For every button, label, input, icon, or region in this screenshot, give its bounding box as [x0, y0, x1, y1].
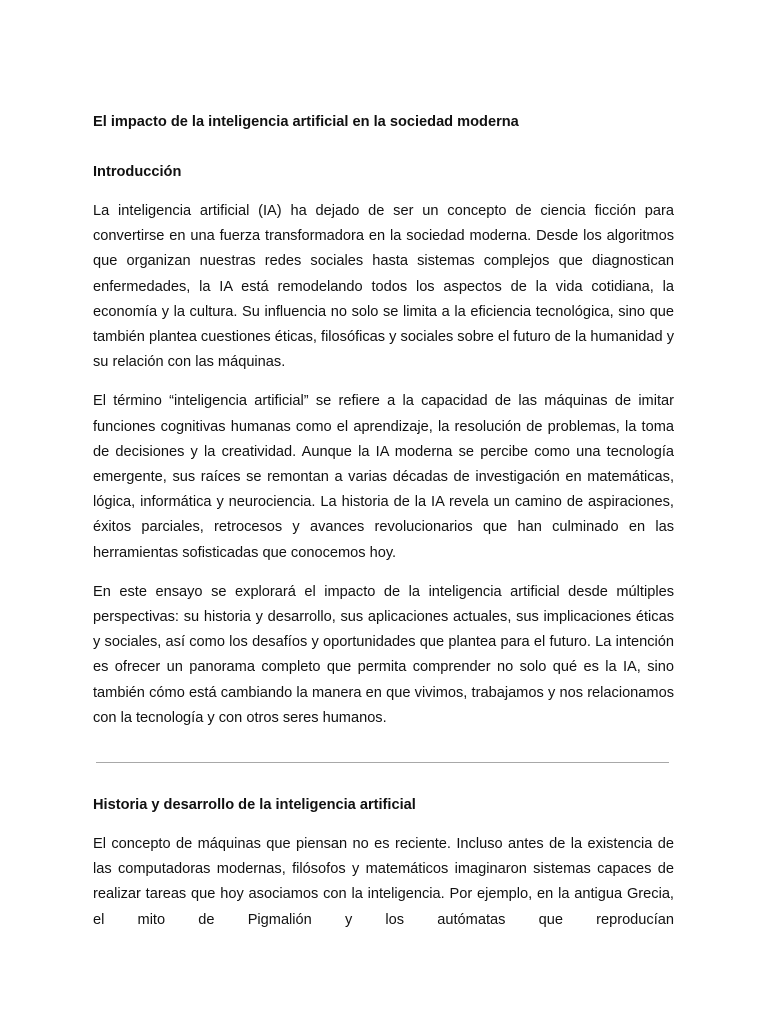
paragraph: El concepto de máquinas que piensan no es reciente. Incluso antes de la existencia de las computadoras modernas, filósofos y matemáticos imaginaron sistemas capaces de realizar tareas que hoy asociamos con la inteligencia. Por ejemplo, en la antigua Grecia, el mito de Pigmalión y los autómatas que reproducían: [93, 836, 674, 928]
paragraph: En este ensayo se explorará el impacto de la inteligencia artificial desde múltiples perspectivas: su historia y desarrollo, sus aplicaciones actuales, sus implicaciones éticas y sociales, así como los desafíos y oportunidades que plantea para el futuro. La intención es ofrecer un panorama completo que permita comprender no solo qué es la IA, sino también cómo está cambiando la manera en que vivimos, trabajamos y nos relacionamos con la tecnología y con otros seres humanos.: [93, 583, 674, 726]
paragraph: El término “inteligencia artificial” se refiere a la capacidad de las máquinas de imitar funciones cognitivas humanas como el aprendizaje, la resolución de problemas, la toma de decisiones y la creatividad. Aunque la IA moderna se percibe como una tecnología emergente, sus raíces se remontan a varias décadas de investigación en matemáticas, lógica, informática y neurociencia. La historia de la IA revela un camino de aspiraciones, éxitos parciales, retrocesos y avances revolucionarios que han culminado en las herramientas sofisticadas que conocemos hoy.: [93, 393, 674, 561]
section-historia: [93, 793, 674, 933]
section-heading-historia: Historia y desarrollo de la inteligencia artificial: [93, 797, 416, 813]
paragraph: La inteligencia artificial (IA) ha dejado de ser un concepto de ciencia ficción para convertirse en una fuerza transformadora en la sociedad moderna. Desde los algoritmos que organizan nuestras redes sociales hasta sistemas complejos que diagnostican enfermedades, la IA está remodelando todos los aspectos de la vida cotidiana, la economía y la cultura. Su influencia no solo se limita a la eficiencia tecnológica, sino que también plantea cuestiones éticas, filosóficas y sociales sobre el futuro de la humanidad y su relación con las máquinas.: [93, 203, 674, 371]
section-heading-introduccion: Introducción: [93, 164, 182, 180]
document-body: [93, 110, 674, 731]
document-title: El impacto de la inteligencia artificial en la sociedad moderna: [93, 114, 519, 130]
horizontal-rule: [96, 762, 669, 763]
